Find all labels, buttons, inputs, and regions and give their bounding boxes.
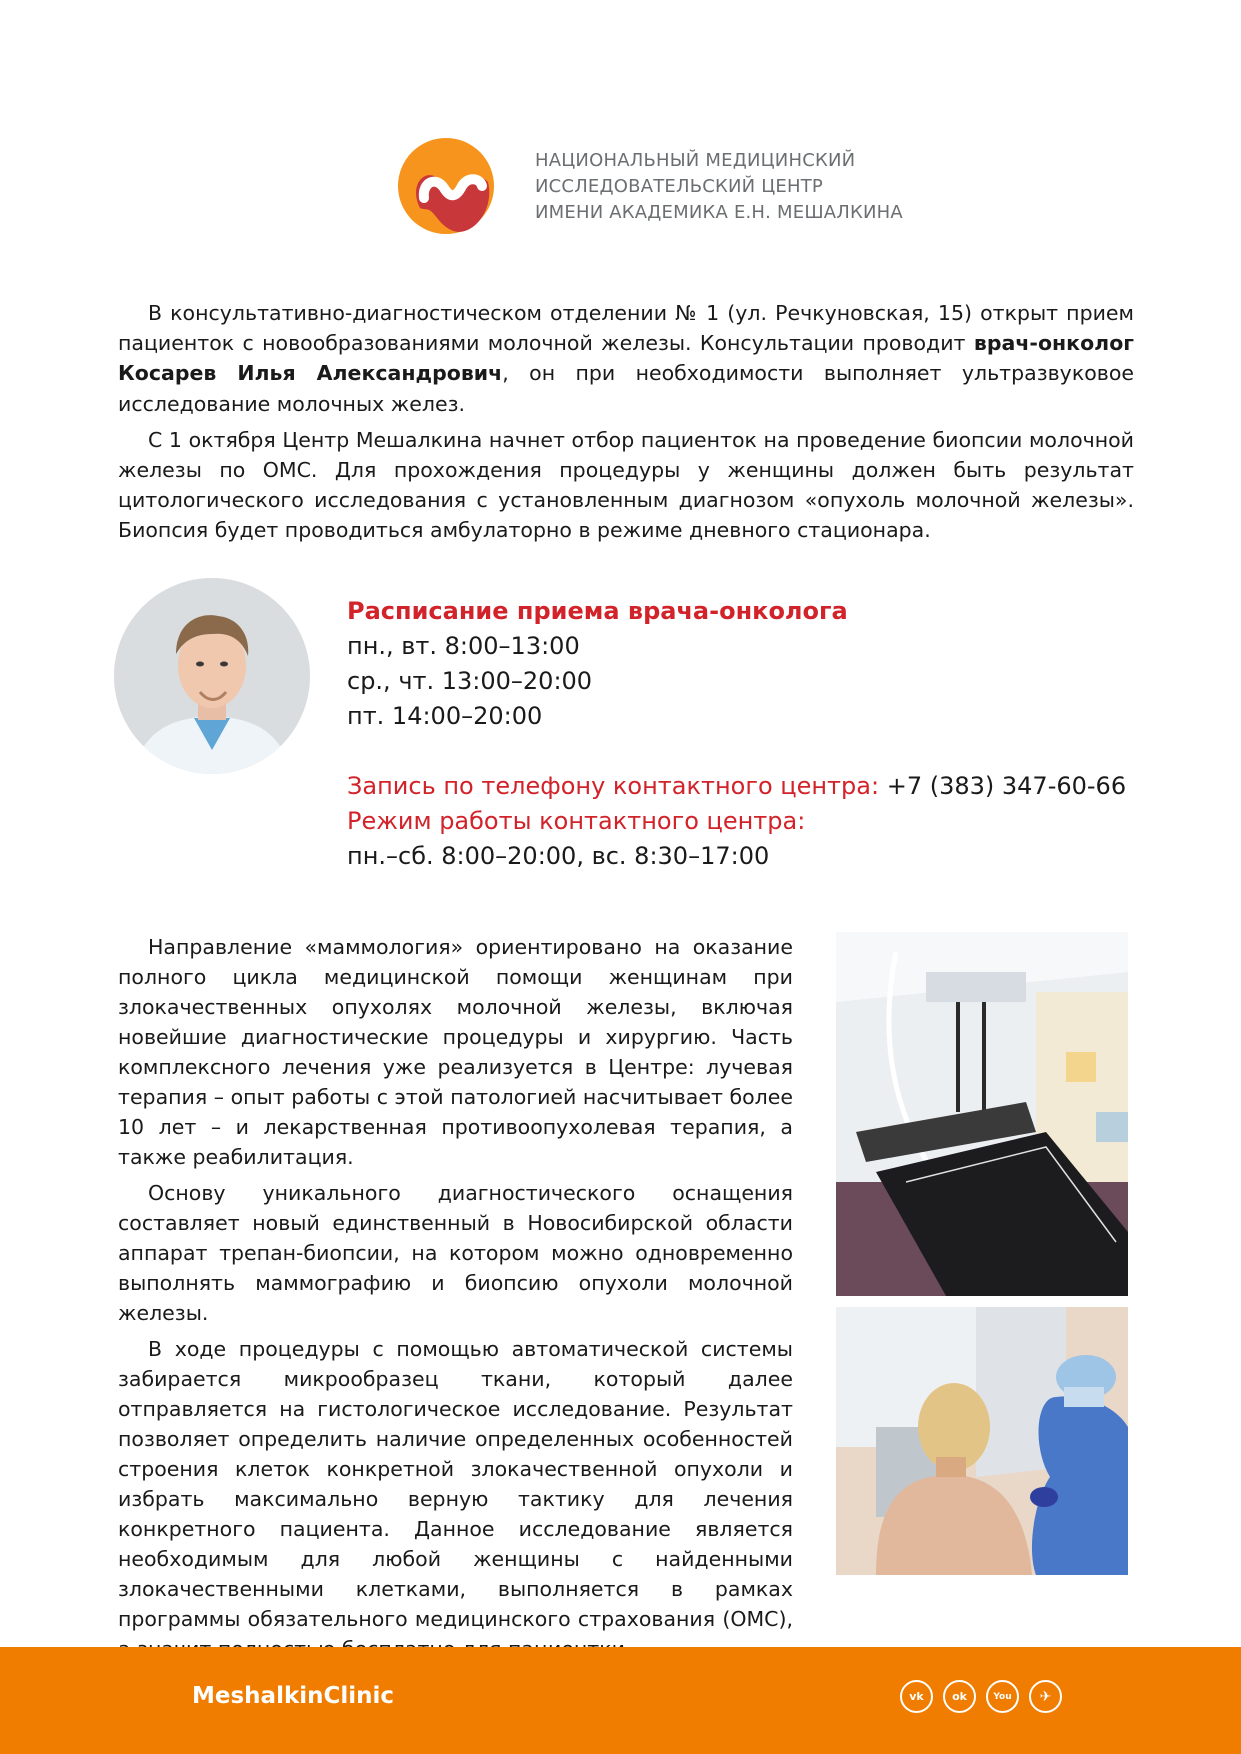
youtube-icon[interactable]: You [986, 1680, 1019, 1713]
equipment-photo [836, 932, 1128, 1296]
intro-p1-text-end: , он при необходимости выполняет ультразвуковое исследование молочных желез. [118, 361, 1134, 416]
social-links [900, 1680, 1062, 1713]
org-name-line2: ИССЛЕДОВАТЕЛЬСКИЙ ЦЕНТР [535, 176, 823, 197]
schedule-line-3: пт. 14:00–20:00 [347, 702, 543, 730]
schedule-section [347, 594, 1147, 874]
doctor-name: врач-онколог Косарев Илья Александрович [118, 331, 1134, 386]
intro-p1-text: В консультативно-диагностическом отделении № 1 (ул. Речкуновская, 15) открыт прием пациенток с новообразованиями молочной железы. Консультации проводит [118, 301, 1134, 356]
body-paragraph-2: Основу уникального диагностического оснащения составляет новый единственный в Новосибирской области аппарат трепан-биопсии, на котором можно одновременно выполнять маммографию и биопсию опухоли молочной железы. [118, 1181, 793, 1325]
hours-label: Режим работы контактного центра: [347, 807, 806, 835]
logo-icon [398, 136, 498, 236]
hours-value: пн.–сб. 8:00–20:00, вс. 8:30–17:00 [347, 842, 770, 870]
phone-label: Запись по телефону контактного центра: [347, 772, 880, 800]
phone-line [347, 769, 1147, 804]
body-paragraph-1: Направление «маммология» ориентировано на оказание полного цикла медицинской помощи женщинам при злокачественных опухолях молочной железы, включая новейшие диагностические процедуры и хирургию. Часть комплексного лечения уже реализуется в Центре: лучевая терапия – опыт работы с этой патологией насчитывает более 10 лет – и лекарственная противоопухолевая терапия, а также реабилитация. [118, 935, 793, 1169]
doctor-photo [114, 578, 310, 774]
telegram-icon[interactable]: ✈ [1029, 1680, 1062, 1713]
schedule-line-1: пн., вт. 8:00–13:00 [347, 632, 580, 660]
org-name [535, 148, 903, 226]
body-paragraph-3: В ходе процедуры с помощью автоматической системы забирается микрообразец ткани, который далее отправляется на гистологическое исследование. Результат позволяет определить наличие определенных особенностей строения клеток конкретной злокачественной опухоли и избрать максимально верную тактику для лечения конкретного пациента. Данное исследование является необходимым для любой женщины с найденными злокачественными клетками, выполняется в рамках программы обязательного медицинского страхования (ОМС), [118, 1337, 793, 1631]
footer [0, 1647, 1241, 1754]
brand-name[interactable]: MeshalkinClinic [192, 1683, 395, 1709]
schedule-title: Расписание приема врача-онколога [347, 597, 848, 625]
vk-icon[interactable]: vk [900, 1680, 933, 1713]
phone-number[interactable]: +7 (383) 347-60-66 [879, 772, 1127, 800]
body-section [118, 932, 793, 1670]
org-name-line1: НАЦИОНАЛЬНЫЙ МЕДИЦИНСКИЙ [535, 150, 856, 171]
schedule-spacer [347, 734, 1147, 769]
schedule-line-2: ср., чт. 13:00–20:00 [347, 667, 593, 695]
procedure-photo [836, 1307, 1128, 1575]
intro-section [118, 298, 1134, 552]
intro-paragraph-2: С 1 октября Центр Мешалкина начнет отбор пациенток на проведение биопсии молочной железы по ОМС. Для прохождения процедуры у женщины должен быть результат цитологического исследования с установленным диагнозом «опухоль молочной железы». Биопсия будет проводиться амбулаторно в режиме дневного стационара. [118, 427, 1134, 543]
intro-paragraph-1 [118, 298, 1134, 419]
org-name-line3: ИМЕНИ АКАДЕМИКА Е.Н. МЕШАЛКИНА [535, 202, 903, 223]
ok-icon[interactable]: ok [943, 1680, 976, 1713]
